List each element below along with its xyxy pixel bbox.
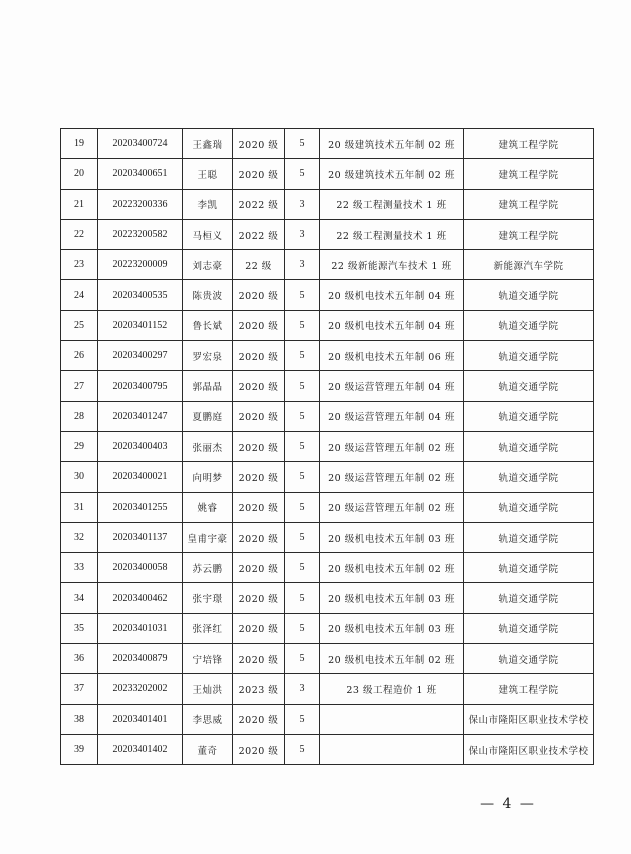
college-cell: 轨道交通学院 bbox=[464, 613, 594, 643]
grade-cell: 2020 级 bbox=[233, 462, 285, 492]
student-id-cell: 20203400535 bbox=[98, 280, 183, 310]
table-row bbox=[61, 583, 594, 613]
college-cell: 轨道交通学院 bbox=[464, 431, 594, 461]
row-number-cell: 37 bbox=[61, 674, 98, 704]
grade-cell: 2020 级 bbox=[233, 644, 285, 674]
table-row bbox=[61, 674, 594, 704]
roster-body bbox=[61, 129, 594, 765]
table-row bbox=[61, 341, 594, 371]
college-cell: 轨道交通学院 bbox=[464, 341, 594, 371]
program-years-cell: 5 bbox=[285, 159, 320, 189]
grade-cell: 2020 级 bbox=[233, 341, 285, 371]
class-name-cell: 20 级机电技术五年制 03 班 bbox=[320, 613, 464, 643]
table-row bbox=[61, 250, 594, 280]
student-roster-table bbox=[60, 128, 594, 765]
program-years-cell: 5 bbox=[285, 522, 320, 552]
program-years-cell: 5 bbox=[285, 462, 320, 492]
table-row bbox=[61, 431, 594, 461]
student-id-cell: 20223200009 bbox=[98, 250, 183, 280]
row-number-cell: 27 bbox=[61, 371, 98, 401]
college-cell: 建筑工程学院 bbox=[464, 129, 594, 159]
grade-cell: 22 级 bbox=[233, 250, 285, 280]
student-name-cell: 张泽红 bbox=[183, 613, 233, 643]
student-id-cell: 20203400058 bbox=[98, 553, 183, 583]
row-number-cell: 35 bbox=[61, 613, 98, 643]
college-cell: 建筑工程学院 bbox=[464, 159, 594, 189]
row-number-cell: 22 bbox=[61, 219, 98, 249]
college-cell: 轨道交通学院 bbox=[464, 522, 594, 552]
class-name-cell: 23 级工程造价 1 班 bbox=[320, 674, 464, 704]
student-id-cell: 20203401402 bbox=[98, 734, 183, 764]
grade-cell: 2020 级 bbox=[233, 522, 285, 552]
row-number-cell: 36 bbox=[61, 644, 98, 674]
class-name-cell: 20 级机电技术五年制 02 班 bbox=[320, 553, 464, 583]
grade-cell: 2020 级 bbox=[233, 159, 285, 189]
class-name-cell: 22 级新能源汽车技术 1 班 bbox=[320, 250, 464, 280]
grade-cell: 2020 级 bbox=[233, 371, 285, 401]
table-row bbox=[61, 280, 594, 310]
class-name-cell: 20 级机电技术五年制 03 班 bbox=[320, 583, 464, 613]
class-name-cell bbox=[320, 734, 464, 764]
class-name-cell: 20 级运营管理五年制 04 班 bbox=[320, 371, 464, 401]
class-name-cell bbox=[320, 704, 464, 734]
student-id-cell: 20203401152 bbox=[98, 310, 183, 340]
student-name-cell: 宁培锋 bbox=[183, 644, 233, 674]
class-name-cell: 20 级运营管理五年制 02 班 bbox=[320, 462, 464, 492]
row-number-cell: 29 bbox=[61, 431, 98, 461]
student-name-cell: 马桓义 bbox=[183, 219, 233, 249]
table-row bbox=[61, 492, 594, 522]
student-name-cell: 董奇 bbox=[183, 734, 233, 764]
student-id-cell: 20203401401 bbox=[98, 704, 183, 734]
program-years-cell: 5 bbox=[285, 492, 320, 522]
college-cell: 轨道交通学院 bbox=[464, 553, 594, 583]
row-number-cell: 30 bbox=[61, 462, 98, 492]
grade-cell: 2020 级 bbox=[233, 280, 285, 310]
college-cell: 建筑工程学院 bbox=[464, 189, 594, 219]
student-name-cell: 李凯 bbox=[183, 189, 233, 219]
student-id-cell: 20203401255 bbox=[98, 492, 183, 522]
program-years-cell: 5 bbox=[285, 613, 320, 643]
student-name-cell: 李思威 bbox=[183, 704, 233, 734]
row-number-cell: 34 bbox=[61, 583, 98, 613]
class-name-cell: 20 级运营管理五年制 02 班 bbox=[320, 492, 464, 522]
program-years-cell: 5 bbox=[285, 734, 320, 764]
grade-cell: 2020 级 bbox=[233, 553, 285, 583]
row-number-cell: 21 bbox=[61, 189, 98, 219]
class-name-cell: 22 级工程测量技术 1 班 bbox=[320, 219, 464, 249]
student-id-cell: 20203400795 bbox=[98, 371, 183, 401]
program-years-cell: 3 bbox=[285, 189, 320, 219]
program-years-cell: 5 bbox=[285, 371, 320, 401]
college-cell: 轨道交通学院 bbox=[464, 583, 594, 613]
program-years-cell: 5 bbox=[285, 310, 320, 340]
class-name-cell: 20 级机电技术五年制 06 班 bbox=[320, 341, 464, 371]
table-row bbox=[61, 159, 594, 189]
college-cell: 轨道交通学院 bbox=[464, 492, 594, 522]
class-name-cell: 20 级机电技术五年制 02 班 bbox=[320, 644, 464, 674]
table-row bbox=[61, 371, 594, 401]
student-name-cell: 皇甫宇豪 bbox=[183, 522, 233, 552]
program-years-cell: 5 bbox=[285, 583, 320, 613]
table-row bbox=[61, 129, 594, 159]
program-years-cell: 5 bbox=[285, 553, 320, 583]
student-name-cell: 陈贵波 bbox=[183, 280, 233, 310]
table-row bbox=[61, 644, 594, 674]
row-number-cell: 28 bbox=[61, 401, 98, 431]
table-row bbox=[61, 401, 594, 431]
college-cell: 轨道交通学院 bbox=[464, 644, 594, 674]
student-name-cell: 苏云鹏 bbox=[183, 553, 233, 583]
college-cell: 轨道交通学院 bbox=[464, 462, 594, 492]
student-id-cell: 20203400297 bbox=[98, 341, 183, 371]
grade-cell: 2020 级 bbox=[233, 583, 285, 613]
table-row bbox=[61, 522, 594, 552]
student-name-cell: 刘志豪 bbox=[183, 250, 233, 280]
student-id-cell: 20233202002 bbox=[98, 674, 183, 704]
grade-cell: 2022 级 bbox=[233, 219, 285, 249]
class-name-cell: 20 级机电技术五年制 03 班 bbox=[320, 522, 464, 552]
student-name-cell: 王聪 bbox=[183, 159, 233, 189]
college-cell: 建筑工程学院 bbox=[464, 674, 594, 704]
row-number-cell: 26 bbox=[61, 341, 98, 371]
table-row bbox=[61, 613, 594, 643]
grade-cell: 2020 级 bbox=[233, 401, 285, 431]
student-name-cell: 罗宏泉 bbox=[183, 341, 233, 371]
grade-cell: 2022 级 bbox=[233, 189, 285, 219]
student-name-cell: 向明梦 bbox=[183, 462, 233, 492]
student-name-cell: 鲁长斌 bbox=[183, 310, 233, 340]
program-years-cell: 3 bbox=[285, 674, 320, 704]
table-row bbox=[61, 704, 594, 734]
student-id-cell: 20203400021 bbox=[98, 462, 183, 492]
college-cell: 建筑工程学院 bbox=[464, 219, 594, 249]
row-number-cell: 19 bbox=[61, 129, 98, 159]
class-name-cell: 20 级机电技术五年制 04 班 bbox=[320, 310, 464, 340]
class-name-cell: 20 级建筑技术五年制 02 班 bbox=[320, 159, 464, 189]
student-id-cell: 20203400724 bbox=[98, 129, 183, 159]
student-id-cell: 20203400403 bbox=[98, 431, 183, 461]
college-cell: 轨道交通学院 bbox=[464, 280, 594, 310]
program-years-cell: 3 bbox=[285, 219, 320, 249]
student-name-cell: 张宇璟 bbox=[183, 583, 233, 613]
class-name-cell: 20 级建筑技术五年制 02 班 bbox=[320, 129, 464, 159]
row-number-cell: 24 bbox=[61, 280, 98, 310]
class-name-cell: 20 级运营管理五年制 02 班 bbox=[320, 431, 464, 461]
program-years-cell: 5 bbox=[285, 280, 320, 310]
student-name-cell: 姚睿 bbox=[183, 492, 233, 522]
college-cell: 轨道交通学院 bbox=[464, 401, 594, 431]
grade-cell: 2023 级 bbox=[233, 674, 285, 704]
class-name-cell: 20 级机电技术五年制 04 班 bbox=[320, 280, 464, 310]
grade-cell: 2020 级 bbox=[233, 734, 285, 764]
college-cell: 保山市隆阳区职业技术学校 bbox=[464, 734, 594, 764]
table-row bbox=[61, 219, 594, 249]
grade-cell: 2020 级 bbox=[233, 492, 285, 522]
student-name-cell: 郭晶晶 bbox=[183, 371, 233, 401]
program-years-cell: 5 bbox=[285, 129, 320, 159]
student-name-cell: 王灿洪 bbox=[183, 674, 233, 704]
grade-cell: 2020 级 bbox=[233, 613, 285, 643]
class-name-cell: 22 级工程测量技术 1 班 bbox=[320, 189, 464, 219]
row-number-cell: 39 bbox=[61, 734, 98, 764]
row-number-cell: 23 bbox=[61, 250, 98, 280]
student-id-cell: 20203400462 bbox=[98, 583, 183, 613]
program-years-cell: 5 bbox=[285, 431, 320, 461]
student-id-cell: 20203401247 bbox=[98, 401, 183, 431]
student-name-cell: 夏鹏庭 bbox=[183, 401, 233, 431]
table-row bbox=[61, 310, 594, 340]
row-number-cell: 38 bbox=[61, 704, 98, 734]
table-row bbox=[61, 553, 594, 583]
row-number-cell: 32 bbox=[61, 522, 98, 552]
student-id-cell: 20203401031 bbox=[98, 613, 183, 643]
page-number: — 4 — bbox=[480, 796, 536, 812]
row-number-cell: 33 bbox=[61, 553, 98, 583]
program-years-cell: 5 bbox=[285, 341, 320, 371]
student-id-cell: 20203400651 bbox=[98, 159, 183, 189]
student-name-cell: 张丽杰 bbox=[183, 431, 233, 461]
grade-cell: 2020 级 bbox=[233, 310, 285, 340]
student-id-cell: 20203400879 bbox=[98, 644, 183, 674]
row-number-cell: 31 bbox=[61, 492, 98, 522]
program-years-cell: 5 bbox=[285, 644, 320, 674]
grade-cell: 2020 级 bbox=[233, 431, 285, 461]
grade-cell: 2020 级 bbox=[233, 704, 285, 734]
grade-cell: 2020 级 bbox=[233, 129, 285, 159]
program-years-cell: 5 bbox=[285, 704, 320, 734]
college-cell: 轨道交通学院 bbox=[464, 371, 594, 401]
student-id-cell: 20223200336 bbox=[98, 189, 183, 219]
college-cell: 保山市隆阳区职业技术学校 bbox=[464, 704, 594, 734]
college-cell: 新能源汽车学院 bbox=[464, 250, 594, 280]
table-row bbox=[61, 734, 594, 764]
class-name-cell: 20 级运营管理五年制 04 班 bbox=[320, 401, 464, 431]
college-cell: 轨道交通学院 bbox=[464, 310, 594, 340]
row-number-cell: 20 bbox=[61, 159, 98, 189]
program-years-cell: 3 bbox=[285, 250, 320, 280]
table-row bbox=[61, 189, 594, 219]
table-row bbox=[61, 462, 594, 492]
program-years-cell: 5 bbox=[285, 401, 320, 431]
student-id-cell: 20203401137 bbox=[98, 522, 183, 552]
row-number-cell: 25 bbox=[61, 310, 98, 340]
student-id-cell: 20223200582 bbox=[98, 219, 183, 249]
student-name-cell: 王鑫瑞 bbox=[183, 129, 233, 159]
